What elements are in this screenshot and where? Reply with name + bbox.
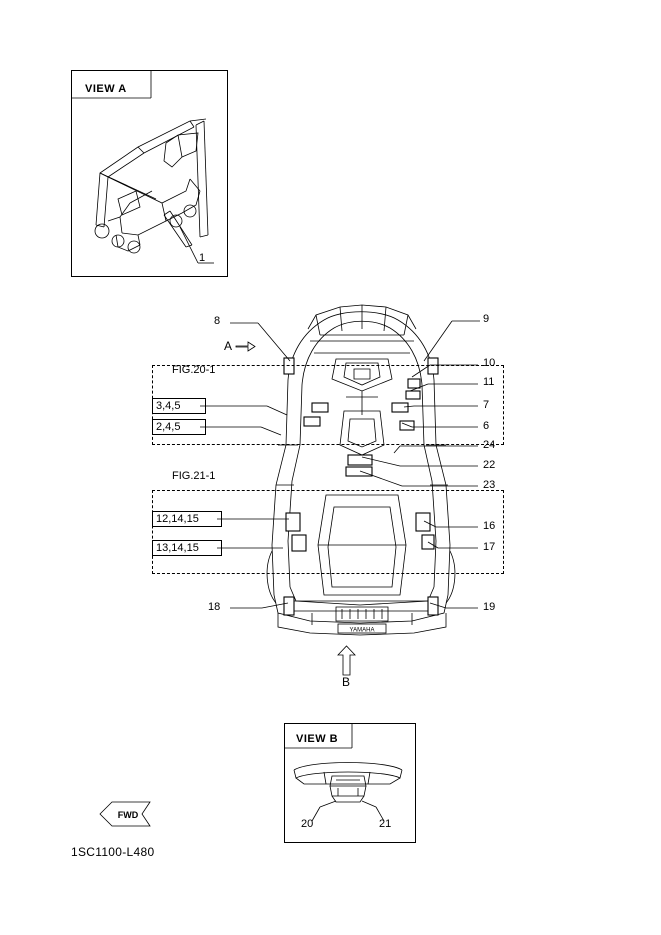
callout-7: 7 bbox=[483, 399, 490, 411]
callout-leaders bbox=[0, 295, 661, 640]
fig-ref-21-1: FIG.21-1 bbox=[172, 470, 216, 482]
section-b-arrow bbox=[337, 645, 357, 677]
group-tag-13-14-15: 13,14,15 bbox=[152, 540, 222, 556]
callout-8: 8 bbox=[214, 315, 221, 327]
callout-9: 9 bbox=[483, 313, 490, 325]
callout-22: 22 bbox=[483, 459, 496, 471]
callout-20: 20 bbox=[301, 818, 314, 830]
group-tag-3-4-5: 3,4,5 bbox=[152, 398, 206, 414]
callout-11: 11 bbox=[483, 376, 495, 388]
callout-21: 21 bbox=[379, 818, 392, 830]
callout-10: 10 bbox=[483, 357, 496, 369]
section-a-marker: A bbox=[224, 339, 233, 353]
callout-6: 6 bbox=[483, 420, 490, 432]
group-tag-2-4-5: 2,4,5 bbox=[152, 419, 206, 435]
view-b-title: VIEW B bbox=[296, 733, 339, 745]
callout-17: 17 bbox=[483, 541, 496, 553]
view-a-title: VIEW A bbox=[85, 83, 127, 95]
section-b-marker: B bbox=[342, 675, 351, 689]
callout-1: 1 bbox=[199, 252, 206, 264]
callout-16: 16 bbox=[483, 520, 496, 532]
callout-18: 18 bbox=[208, 601, 221, 613]
callout-23: 23 bbox=[483, 479, 496, 491]
callout-24: 24 bbox=[483, 439, 496, 451]
svg-text:FWD: FWD bbox=[117, 810, 139, 820]
fig-ref-20-1: FIG.20-1 bbox=[172, 364, 216, 376]
svg-text:YAMAHA: YAMAHA bbox=[349, 627, 375, 634]
drawing-part-number: 1SC1100-L480 bbox=[71, 845, 155, 859]
callout-19: 19 bbox=[483, 601, 496, 613]
group-tag-12-14-15: 12,14,15 bbox=[152, 511, 222, 527]
fwd-direction-arrow bbox=[98, 798, 154, 830]
